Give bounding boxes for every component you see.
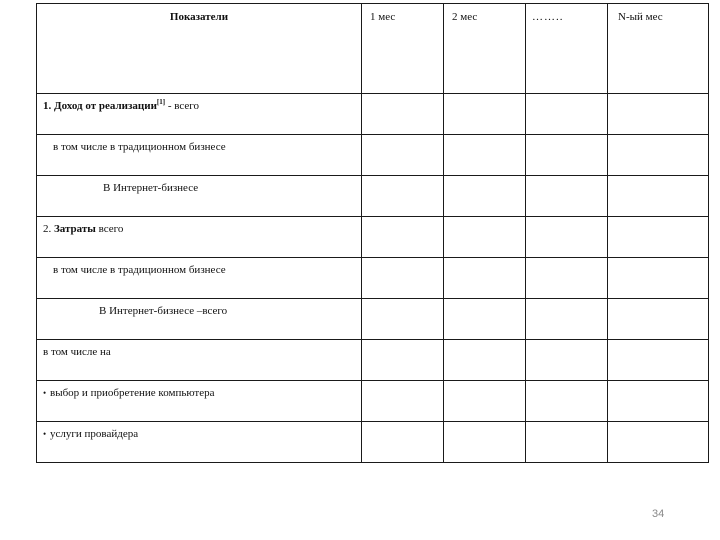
header-month-2 xyxy=(444,4,526,94)
row-label-revenue xyxy=(37,94,362,135)
data-cell[interactable] xyxy=(608,176,709,217)
data-cell[interactable] xyxy=(444,422,526,463)
row-label-provider xyxy=(37,422,362,463)
data-cell[interactable] xyxy=(608,422,709,463)
header-indicators xyxy=(37,4,362,94)
row-label-including xyxy=(37,340,362,381)
row-label-revenue-traditional xyxy=(37,135,362,176)
bullet-icon: • xyxy=(43,429,47,439)
row-label-costs-traditional xyxy=(37,258,362,299)
data-cell[interactable] xyxy=(362,135,444,176)
row-label-costs xyxy=(37,217,362,258)
data-cell[interactable] xyxy=(444,258,526,299)
data-cell[interactable] xyxy=(526,94,608,135)
header-month-n-label: N-ый мес xyxy=(618,11,663,23)
table-header-row xyxy=(37,4,709,94)
data-cell[interactable] xyxy=(444,299,526,340)
page-number: 34 xyxy=(652,508,665,520)
footnote-ref[interactable]: [1] xyxy=(156,98,166,106)
header-month-2-label: 2 мес xyxy=(452,11,478,23)
computer-label: выбор и приобретение компьютера xyxy=(50,387,215,399)
data-cell[interactable] xyxy=(362,299,444,340)
data-cell[interactable] xyxy=(608,381,709,422)
table-row xyxy=(37,217,709,258)
data-cell[interactable] xyxy=(362,258,444,299)
data-cell[interactable] xyxy=(362,340,444,381)
costs-label-prefix: 2. xyxy=(43,223,54,235)
costs-label-rest: всего xyxy=(95,223,124,235)
indicators-table-sheet xyxy=(36,3,690,463)
data-cell[interactable] xyxy=(526,176,608,217)
data-cell[interactable] xyxy=(362,176,444,217)
table-row xyxy=(37,94,709,135)
data-cell[interactable] xyxy=(444,381,526,422)
table-row xyxy=(37,258,709,299)
data-cell[interactable] xyxy=(444,135,526,176)
header-month-1 xyxy=(362,4,444,94)
header-indicators-label: Показатели xyxy=(169,11,229,23)
table-row xyxy=(37,340,709,381)
table-row xyxy=(37,176,709,217)
header-month-ellipsis xyxy=(526,4,608,94)
data-cell[interactable] xyxy=(444,176,526,217)
data-cell[interactable] xyxy=(526,422,608,463)
table-row xyxy=(37,381,709,422)
data-cell[interactable] xyxy=(444,340,526,381)
data-cell[interactable] xyxy=(444,94,526,135)
costs-internet-label: В Интернет-бизнесе –всего xyxy=(99,305,228,317)
table-row xyxy=(37,422,709,463)
data-cell[interactable] xyxy=(608,94,709,135)
table-row xyxy=(37,135,709,176)
revenue-label-bold: 1. Доход от реализации xyxy=(43,100,157,112)
revenue-internet-label: В Интернет-бизнесе xyxy=(103,182,199,194)
row-label-computer xyxy=(37,381,362,422)
data-cell[interactable] xyxy=(362,422,444,463)
header-month-n xyxy=(608,4,709,94)
row-label-costs-internet xyxy=(37,299,362,340)
data-cell[interactable] xyxy=(608,340,709,381)
row-label-revenue-internet xyxy=(37,176,362,217)
provider-label: услуги провайдера xyxy=(50,428,139,440)
data-cell[interactable] xyxy=(526,381,608,422)
revenue-label-rest: - всего xyxy=(165,100,200,112)
indicators-table xyxy=(36,3,709,463)
table-row xyxy=(37,299,709,340)
data-cell[interactable] xyxy=(608,217,709,258)
data-cell[interactable] xyxy=(608,299,709,340)
data-cell[interactable] xyxy=(526,340,608,381)
data-cell[interactable] xyxy=(444,217,526,258)
header-month-1-label: 1 мес xyxy=(370,11,396,23)
header-month-ellipsis-label: …….. xyxy=(532,11,564,23)
data-cell[interactable] xyxy=(608,135,709,176)
data-cell[interactable] xyxy=(526,299,608,340)
bullet-icon: • xyxy=(43,388,47,398)
data-cell[interactable] xyxy=(526,135,608,176)
revenue-traditional-label: в том числе в традиционном бизнесе xyxy=(53,141,226,153)
costs-label-bold: Затраты xyxy=(54,223,96,235)
including-label: в том числе на xyxy=(43,346,111,358)
data-cell[interactable] xyxy=(608,258,709,299)
data-cell[interactable] xyxy=(526,258,608,299)
data-cell[interactable] xyxy=(362,94,444,135)
data-cell[interactable] xyxy=(526,217,608,258)
data-cell[interactable] xyxy=(362,381,444,422)
costs-traditional-label: в том числе в традиционном бизнесе xyxy=(53,264,226,276)
data-cell[interactable] xyxy=(362,217,444,258)
